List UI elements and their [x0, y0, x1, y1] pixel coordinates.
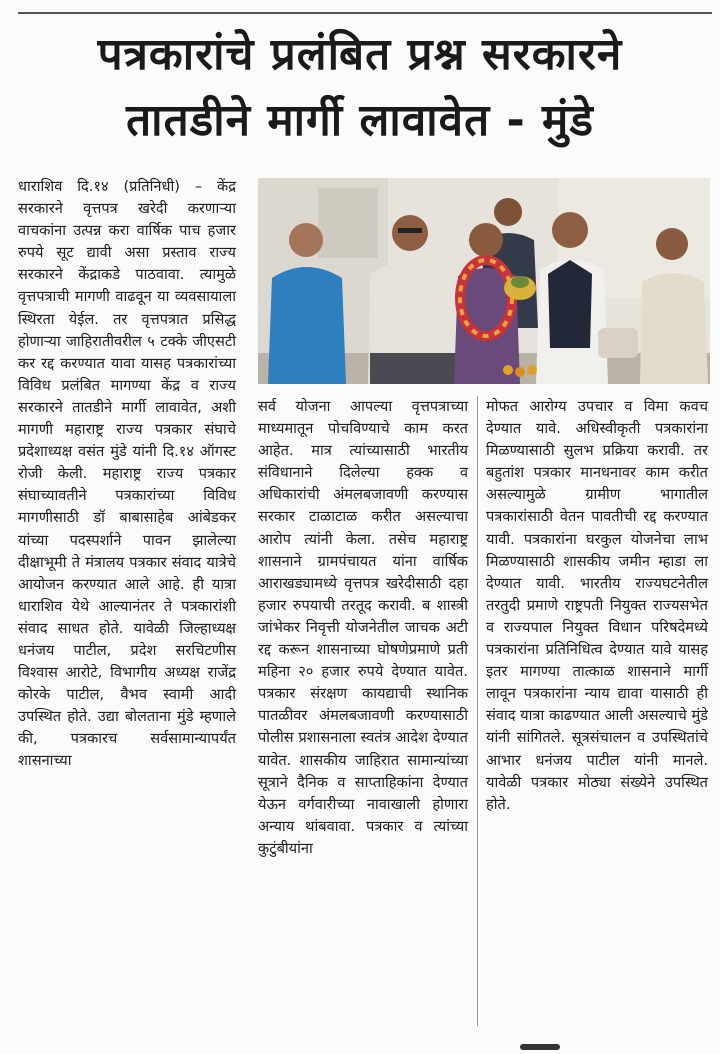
headline-line-2: तातडीने मार्गी लावावेत - मुंडे	[126, 95, 594, 146]
felicitation-photo-illustration	[258, 178, 710, 384]
article-column-right: मोफत आरोग्य उपचार व विमा कवच देण्यात यावे. अधिस्वीकृती पत्रकारांना मिळण्यासाठी सुलभ प्रक्रिया करावी. तर बहुतांश पत्रकार मानधनावर काम करीत असल्यामुळे ग्रामीण भागातील पत्रकारांसाठी वेतन पावतीची रद्द करण्यात यावी. पत्रकारांना घरकुल योजनेचा लाभ मिळण्यासाठी शासकीय जमीन म्हाडा ला देण्यात यावी. भारतीय राज्यघटनेतील तरतुदी प्रमाणे राष्ट्रपती नियुक्त राज्यसभेत व राज्यपाल नियुक्त विधान परिषदेमध्ये पत्रकारांना प्रतिनिधित्व देण्यात यावे यासह इतर मागण्या तात्काळ शासनाने मार्गी लावून पत्रकारांना न्याय द्यावा यासाठी ही संवाद यात्रा काढण्यात आली असल्याचे मुंडे यांनी सांगितले. सूत्रसंचालन व उपस्थितांचे आभार धनंजय पाटील यांनी मानले. यावेळी पत्रकार मोठ्या संख्येने उपस्थित होते.	[486, 398, 708, 813]
top-rule	[18, 12, 712, 14]
headline	[0, 22, 720, 154]
column-divider	[477, 396, 478, 1026]
page-edge-mark	[520, 1044, 560, 1050]
article-column-middle: सर्व योजना आपल्या वृत्तपत्राच्या माध्यमातून पोचविण्याचे काम करत आहेत. मात्र त्यांच्यासाठी भारतीय संविधानाने दिलेल्या हक्क व अधिकारांची अंमलबजावणी करण्यास सरकार टाळाटाळ करीत असल्याचा आरोप त्यांनी केला. तसेच महाराष्ट्र शासनाने ग्रामपंचायत यांना वार्षिक आराखड्यामध्ये वृत्तपत्र खरेदीसाठी दहा हजार रुपयाची तरतूद करावी. ब शास्त्री जांभेकर निवृत्ती योजनेतील जाचक अटी रद्द करून शासनाच्या घोषणेप्रमाणे प्रती महिना २० हजार रुपये देण्यात यावेत. पत्रकार संरक्षण कायद्याची स्थानिक पातळीवर अंमलबजावणी करण्यासाठी पोलीस प्रशासनाला स्वतंत्र आदेश देण्यात यावेत. शासकीय जाहिरात सामान्यांच्या सूत्राने दैनिक व साप्ताहिकांना देण्यात येऊन वर्गवारीच्या नावाखाली होणारा अन्याय थांबवावा. पत्रकार व त्यांच्या कुटुंबीयांना	[258, 398, 468, 857]
article-column-left: धाराशिव दि.१४ (प्रतिनिधी) – केंद्र सरकारने वृत्तपत्र खरेदी करणाऱ्या वाचकांना उत्पन्न करा वार्षिक पाच हजार रुपये सूट द्यावी असा प्रस्ताव राज्य सरकारने केंद्राकडे पाठवावा. त्यामुळे वृत्तपत्राची मागणी वाढवून या व्यवसायाला स्थिरता येईल. तर वृत्तपत्रात प्रसिद्ध होणाऱ्या जाहिरातीवरील ५ टक्के जीएसटी कर रद्द करण्यात यावा यासह पत्रकारांच्या विविध प्रलंबित मागण्या केंद्र व राज्य सरकारने तातडीने मार्गी लावावेत, अशी मागणी महाराष्ट्र राज्य पत्रकार संघाचे प्रदेशाध्यक्ष वसंत मुंडे यांनी दि.१४ ऑगस्ट रोजी केली. महाराष्ट्र राज्य पत्रकार संघाच्यावतीने पत्रकारांच्या विविध मागणीसाठी डॉ बाबासाहेब आंबेडकर यांच्या पदस्पर्शाने पावन झालेल्या दीक्षाभूमी ते मंत्रालय पत्रकार संवाद यात्रेचे आयोजन करण्यात आले आहे. ही यात्रा धाराशिव येथे आल्यानंतर ते पत्रकारांशी संवाद साधत होते. यावेळी जिल्हाध्यक्ष धनंजय पाटील, प्रदेश सरचिटणीस विश्वास आरोटे, विभागीय अध्यक्ष राजेंद्र कोरके पाटील, वैभव स्वामी आदी उपस्थित होते. उद्या बोलताना मुंडे म्हणाले की, पत्रकारच सर्वसामान्यापर्यंत शासनाच्या	[18, 178, 236, 770]
event-photo	[258, 178, 710, 384]
headline-line-1: पत्रकारांचे प्रलंबित प्रश्न सरकारने	[97, 29, 623, 80]
